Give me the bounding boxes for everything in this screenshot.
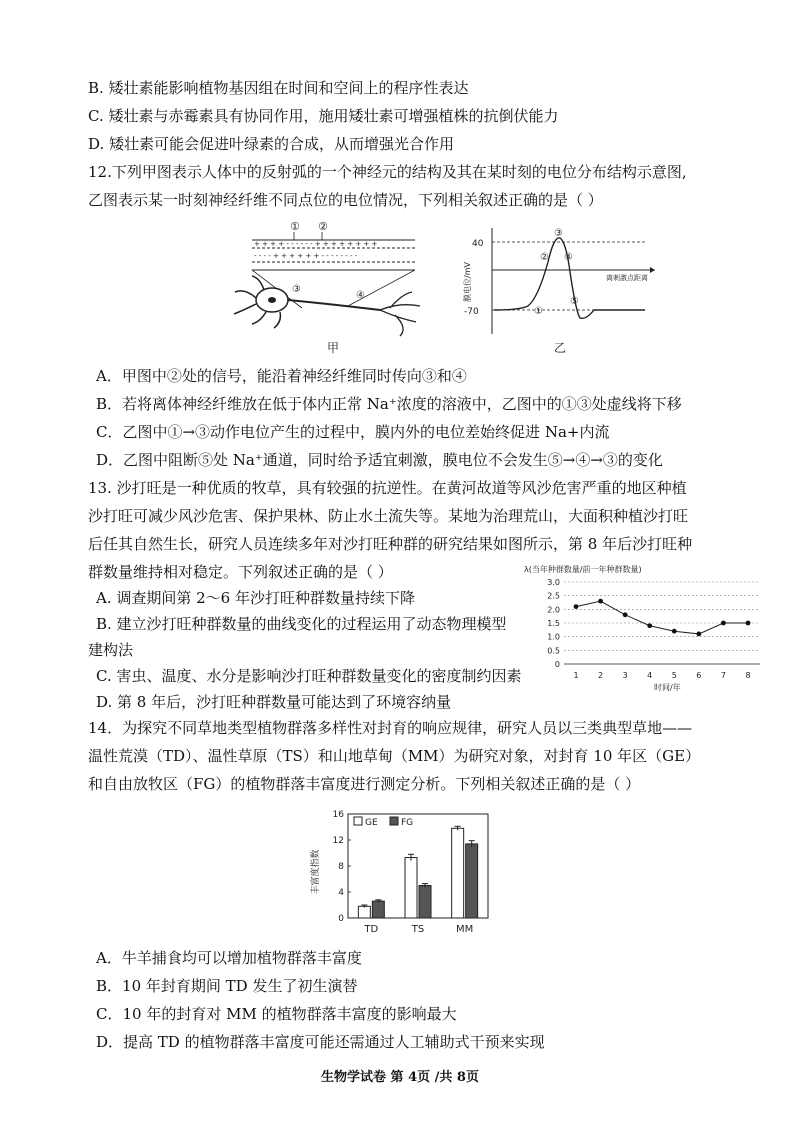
- fig-b-caption: 乙: [554, 341, 567, 355]
- bar-chart-category: TS: [411, 924, 425, 935]
- bar-ge-mm: [452, 828, 464, 918]
- q14-option-a: A．牛羊捕食均可以增加植物群落丰富度: [96, 949, 362, 967]
- q13-stem-line4: 群数量维持相对稳定。下列叙述正确的是（ ）: [88, 563, 393, 581]
- fig-a-caption: 甲: [327, 341, 340, 355]
- line-chart-xtick: 1: [573, 671, 579, 680]
- fig-a-label-4: ④: [356, 290, 365, 301]
- bar-chart-ylabel: 丰富度指数: [311, 849, 321, 895]
- q13-stem-line2: 沙打旺可减少风沙危害、保护果林、防止水土流失等。某地为治理荒山，大面积种植沙打旺: [88, 507, 689, 525]
- bar-fg-mm: [466, 844, 478, 918]
- line-chart-ytick: 0: [554, 660, 560, 669]
- q13-option-b-line2: 建构法: [88, 641, 134, 659]
- richness-bar-chart: [306, 800, 496, 944]
- line-chart-point: [623, 612, 628, 617]
- line-chart-xtick: 8: [745, 671, 751, 680]
- fig-b-label-3: ③: [554, 228, 563, 239]
- q12-stem-line1: 12.下列甲图表示人体中的反射弧的一个神经元的结构及其在某时刻的电位分布结构示意图,: [88, 163, 687, 181]
- bar-fg-ts: [419, 886, 431, 919]
- bar-fg-td: [372, 901, 384, 918]
- fig-b-xlabel: 离刺激点距离: [606, 274, 648, 282]
- line-chart-xtick: 2: [598, 671, 604, 680]
- q11-option-d: D. 矮壮素可能会促进叶绿素的合成，从而增强光合作用: [88, 135, 455, 153]
- q13-option-c: C. 害虫、温度、水分是影响沙打旺种群数量变化的密度制约因素: [96, 667, 522, 685]
- q12-option-d: D．乙图中阻断⑤处 Na⁺通道，同时给予适宜刺激，膜电位不会发生⑤→④→③的变化: [96, 451, 663, 469]
- bar-chart-ytick: 4: [338, 888, 344, 898]
- bar-ge-td: [358, 906, 370, 918]
- q11-option-c: C. 矮壮素与赤霉素具有协同作用，施用矮壮素可增强植株的抗倒伏能力: [88, 107, 559, 125]
- line-chart-point: [672, 629, 677, 634]
- q13-stem-line3: 后任其自然生长，研究人员连续多年对沙打旺种群的研究结果如图所示，第 8 年后沙打旺种: [88, 535, 693, 553]
- fig-a-label-3: ③: [292, 284, 301, 295]
- page-footer: 生物学试卷 第 4页 /共 8页: [321, 1070, 479, 1085]
- lambda-line-chart: [520, 560, 770, 698]
- q11-option-b: B. 矮壮素能影响植物基因组在时间和空间上的程序性表达: [88, 79, 469, 97]
- line-chart-ytick: 0.5: [547, 646, 560, 656]
- q14-stem-line1: 14．为探究不同草地类型植物群落多样性对封育的响应规律，研究人员以三类典型草地——: [88, 719, 693, 737]
- figure-potential-yi: [460, 222, 660, 358]
- line-chart-ytick: 1.5: [547, 619, 560, 628]
- fig-a-label-2: ②: [318, 220, 328, 233]
- line-chart-ytick: 3.0: [547, 578, 560, 587]
- line-chart-xtick: 5: [671, 671, 677, 680]
- fig-a-label-1: ①: [290, 220, 300, 233]
- line-chart-point: [721, 621, 726, 626]
- q14-option-d: D．提高 TD 的植物群落丰富度可能还需通过人工辅助式干预来实现: [96, 1033, 545, 1051]
- q13-option-d: D. 第 8 年后，沙打旺种群数量可能达到了环境容纳量: [96, 693, 452, 711]
- q12-stem-line2: 乙图表示某一时刻神经纤维不同点位的电位情况，下列相关叙述正确的是（ ）: [88, 191, 603, 209]
- fig-b-label-5: ⑤: [570, 296, 579, 307]
- legend-label-fg: FG: [401, 818, 414, 828]
- q14-stem-line2: 温性荒漠（TD）、温性草原（TS）和山地草甸（MM）为研究对象，对封育 10 年区（GE）: [88, 747, 701, 765]
- q14-option-b: B．10 年封育期间 TD 发生了初生演替: [96, 977, 358, 995]
- fig-b-label-1: ①: [534, 306, 543, 317]
- line-chart-xtick: 6: [696, 671, 702, 680]
- line-chart-ytick: 1.0: [547, 632, 560, 642]
- bar-chart-ytick: 12: [332, 836, 344, 846]
- fig-b-ybottom: -70: [464, 307, 479, 317]
- line-chart-xtick: 7: [720, 671, 726, 680]
- fig-b-label-2: ②: [540, 252, 549, 263]
- fig-b-ylabel: 膜电位/mV: [463, 262, 472, 302]
- q13-option-a: A. 调查期间第 2～6 年沙打旺种群数量持续下降: [96, 589, 415, 607]
- bar-chart-ytick: 8: [338, 862, 344, 872]
- legend-label-ge: GE: [365, 818, 378, 828]
- line-chart-series: [576, 601, 748, 634]
- legend-swatch-ge: [354, 817, 362, 825]
- q14-option-c: C．10 年的封育对 MM 的植物群落丰富度的影响最大: [96, 1005, 457, 1023]
- q13-option-b-line1: B. 建立沙打旺种群数量的曲线变化的过程运用了动态物理模型: [96, 615, 507, 633]
- line-chart-xtick: 4: [647, 671, 653, 680]
- bar-chart-ytick: 16: [332, 810, 344, 820]
- legend-swatch-fg: [390, 817, 398, 825]
- line-chart-xlabel: 时间/年: [654, 683, 681, 692]
- bar-chart-category: MM: [456, 924, 474, 935]
- bar-chart-ytick: 0: [338, 914, 344, 924]
- bar-chart-category: TD: [364, 924, 379, 935]
- line-chart-ytick: 2.0: [547, 605, 560, 615]
- svg-text:- - - - + + + + + + - - - - -: - - - - + + + + + + - - - - - - - -: [254, 252, 358, 260]
- line-chart-ytick: 2.5: [547, 591, 560, 601]
- line-chart-title: λ(当年种群数量/前一年种群数量): [524, 565, 642, 574]
- q12-option-a: A．甲图中②处的信号，能沿着神经纤维同时传向③和④: [96, 367, 467, 385]
- q13-stem-line1: 13. 沙打旺是一种优质的牧草，具有较强的抗逆性。在黄河故道等风沙危害严重的地区种植: [88, 479, 687, 497]
- fig-b-ytop: 40: [472, 239, 484, 249]
- line-chart-point: [598, 599, 603, 604]
- svg-text:+ + + + - - - - - - + + + + +: + + + + - - - - - - + + + + + + + +: [254, 240, 378, 248]
- q14-stem-line3: 和自由放牧区（FG）的植物群落丰富度进行测定分析。下列相关叙述正确的是（ ）: [88, 775, 641, 793]
- bar-ge-ts: [405, 858, 417, 918]
- q12-option-b: B．若将离体神经纤维放在低于体内正常 Na⁺浓度的溶液中，乙图中的①③处虚线将下移: [96, 395, 682, 413]
- q12-option-c: C．乙图中①→③动作电位产生的过程中，膜内外的电位差始终促进 Na+内流: [96, 423, 610, 441]
- line-chart-xtick: 3: [622, 671, 628, 680]
- line-chart-point: [647, 623, 652, 628]
- line-chart-point: [574, 604, 579, 609]
- line-chart-point: [696, 632, 701, 637]
- figure-neuron-jia: [230, 218, 435, 358]
- fig-b-label-4: ④: [564, 252, 573, 263]
- line-chart-point: [746, 621, 751, 626]
